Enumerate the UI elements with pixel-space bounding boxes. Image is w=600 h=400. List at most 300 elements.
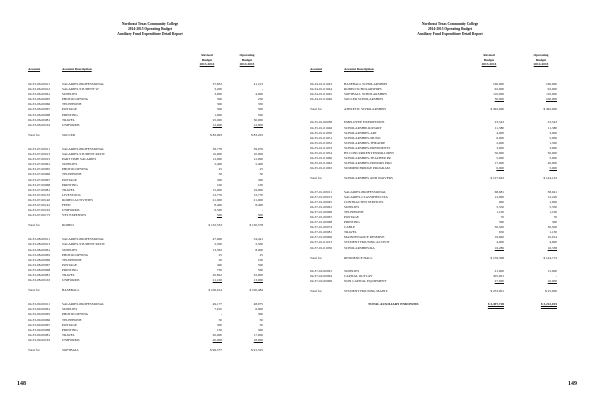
revised-budget-value: 3,200 bbox=[214, 87, 222, 92]
operating-budget-value: 300 bbox=[257, 177, 263, 182]
operating-budget-value: 1,000 bbox=[549, 199, 557, 204]
account-number: 04-37-02-00096 bbox=[310, 278, 333, 283]
col-head-description: Account Description bbox=[344, 67, 374, 71]
account-number: 04-37-01-00066 bbox=[310, 209, 333, 214]
revised-budget-value: 15,000 bbox=[212, 187, 222, 192]
account-description: SOCCER SCHOLARSHIPS bbox=[344, 97, 384, 102]
revised-budget-value: 3,000 bbox=[214, 92, 222, 97]
account-number: 04-35-01-01046 bbox=[310, 125, 333, 130]
grand-total-label: TOTAL AUXILIARY ENDOWMS bbox=[368, 302, 419, 307]
section-total-row bbox=[300, 256, 600, 261]
account-number: 04-33-08-00065 bbox=[28, 252, 51, 257]
revised-budget-value: 1,000 bbox=[214, 112, 222, 117]
revised-budget-value: 11,380 bbox=[494, 125, 504, 130]
revised-budget-value: 21,100 bbox=[212, 278, 222, 283]
account-number: 04-35-01-01063 bbox=[310, 166, 333, 171]
revised-budget-value: 20,822 bbox=[212, 273, 222, 277]
account-number: 04-37-02-00061 bbox=[310, 268, 333, 273]
account-number: 04-33-09-00061 bbox=[28, 307, 51, 312]
account-description: SOFTBALL SCHOLARSHIPS bbox=[344, 92, 387, 97]
account-number: 04-33-06-00065 bbox=[28, 97, 51, 102]
account-number: 04-33-08-00013 bbox=[28, 242, 51, 247]
operating-budget-value: 39,976 bbox=[253, 146, 263, 151]
account-number: 04-33-08-00081 bbox=[28, 273, 51, 277]
revised-budget-value: 39,778 bbox=[212, 146, 222, 151]
grand-total-row bbox=[300, 302, 600, 307]
account-number: 04-33-07-00163 bbox=[28, 208, 51, 213]
revised-budget-value: 10,000 bbox=[212, 152, 222, 157]
account-number: 04-37-01-00074 bbox=[310, 225, 333, 230]
section-total-row bbox=[300, 289, 600, 294]
account-number: 04-37-01-00096 bbox=[310, 235, 333, 240]
revised-budget-value: - bbox=[220, 312, 222, 317]
account-number: 04-37-01-01050 bbox=[310, 245, 333, 250]
total-name: STUDENT HOUSING MAINT. bbox=[344, 289, 389, 293]
account-description: SCHOLARSHIPS-MUSIC bbox=[344, 135, 381, 140]
revised-budget-value: 92,000 bbox=[494, 87, 504, 92]
account-number: 04-33-09-00011 bbox=[28, 302, 50, 307]
operating-budget-value: 10,914 bbox=[547, 235, 557, 240]
header-line-3: Auxiliary Fund Expenditure Detail Report bbox=[117, 32, 183, 36]
revised-budget-value: 12,000 bbox=[494, 194, 504, 199]
total-name: ATHLETIC SCHOLARSHIPS bbox=[344, 107, 387, 112]
total-label: Total for bbox=[28, 288, 40, 293]
operating-budget-value: 58,941 bbox=[547, 189, 557, 194]
account-number: 04-33-09-00066 bbox=[28, 317, 51, 322]
account-number: 04-33-06-00068 bbox=[28, 112, 51, 117]
grand-total-revised: $ 3,497,728 bbox=[487, 302, 504, 307]
account-number: 04-35-01-01051 bbox=[310, 135, 333, 140]
account-description: SALARIES-PROFESSIONAL bbox=[62, 302, 105, 307]
account-number: 04-34-01-01046 bbox=[310, 97, 333, 102]
left-table-body bbox=[0, 82, 300, 362]
operating-budget-value: 22,000 bbox=[253, 273, 263, 277]
col-head-revised-3: 2013-2014 bbox=[481, 62, 497, 67]
section-total-row bbox=[0, 133, 300, 138]
revised-budget-value: 21,000 bbox=[494, 268, 504, 273]
account-description: NON CAPITAL EQUIPMENT bbox=[344, 278, 387, 283]
operating-budget-value: 1,100 bbox=[549, 209, 557, 214]
revised-budget-value: 750 bbox=[216, 267, 222, 272]
account-number: 04-37-01-00067 bbox=[310, 214, 333, 219]
account-description: PRINTING bbox=[344, 220, 360, 225]
account-number: 04-35-01-00038 bbox=[310, 120, 333, 125]
total-revised-budget: $ 106,014 bbox=[208, 288, 222, 293]
account-number: 04-33-08-00066 bbox=[28, 257, 51, 262]
account-description: UNIFORMS bbox=[62, 278, 80, 283]
revised-budget-value: 30,500 bbox=[494, 225, 504, 230]
right-page bbox=[300, 0, 600, 400]
operating-budget-value: 1,130 bbox=[549, 230, 557, 235]
operating-budget-value: 1,500 bbox=[549, 140, 557, 145]
operating-budget-value: 500 bbox=[257, 213, 263, 218]
total-revised-budget: $ 392,000 bbox=[490, 107, 504, 112]
account-description: SUPPLIES bbox=[344, 204, 360, 209]
total-revised-budget: $ 253,001 bbox=[490, 289, 504, 293]
account-number: 04-37-01-00081 bbox=[310, 230, 333, 235]
page-number: 149 bbox=[568, 381, 577, 387]
col-head-account: Account bbox=[310, 67, 323, 71]
account-number: 04-35-01-01060 bbox=[310, 156, 333, 161]
account-description: TRAVEL bbox=[344, 230, 357, 235]
account-description: PHOTOCOPYING bbox=[62, 97, 89, 102]
operating-budget-value: 500 bbox=[257, 107, 263, 112]
revised-budget-value: 400 bbox=[216, 262, 222, 267]
account-description: PHOTOCOPYING bbox=[62, 167, 89, 172]
operating-budget-value: 10,000 bbox=[253, 152, 263, 157]
account-number: 04-33-07-00175 bbox=[28, 213, 51, 218]
col-head-revised-2: Budget bbox=[483, 57, 495, 62]
total-revised-budget: $ 127,943 bbox=[490, 176, 504, 181]
operating-budget-value: 25 bbox=[259, 167, 263, 172]
total-label: Total for bbox=[310, 255, 322, 260]
account-description: EMPLOYEE EXEMPTIONS bbox=[344, 120, 385, 125]
account-description: TRAVEL bbox=[62, 187, 75, 192]
total-name: BASEBALL bbox=[62, 288, 80, 293]
col-head-revised bbox=[192, 53, 222, 67]
revised-budget-value: 1,100 bbox=[496, 209, 504, 214]
account-description: SCHOLARSHIP-ROTARY bbox=[344, 125, 382, 130]
account-number: 04-33-08-00011 bbox=[28, 237, 50, 242]
account-description: TRAVEL bbox=[62, 273, 75, 277]
account-description: CAPITAL OUTLAY bbox=[344, 273, 373, 278]
account-number: 04-37-01-00068 bbox=[310, 220, 333, 225]
revised-budget-value: 25 bbox=[218, 167, 222, 172]
account-description: SALARIES-STUDENT PAYIT bbox=[62, 242, 105, 247]
total-operating-budget: $ 144,143 bbox=[543, 176, 557, 181]
account-description: POSTAGE bbox=[62, 322, 77, 327]
total-label: Total for bbox=[310, 289, 322, 293]
total-operating-budget: $ 91,325 bbox=[251, 348, 263, 353]
revised-budget-value: 30,000 bbox=[494, 97, 504, 102]
total-name: SCHOLARSHIPS AND WAIVERS bbox=[344, 176, 393, 181]
account-number: 04-33-09-00081 bbox=[28, 332, 51, 337]
operating-budget-value: 30,500 bbox=[547, 225, 557, 230]
col-head-revised-1: Revised bbox=[483, 53, 495, 57]
operating-budget-value: 25 bbox=[259, 252, 263, 257]
account-number: 04-33-07-00067 bbox=[28, 177, 51, 182]
revised-budget-value: 2,500 bbox=[214, 242, 222, 247]
operating-budget-value: 3,000 bbox=[549, 130, 557, 135]
revised-budget-value: 160,000 bbox=[492, 82, 504, 86]
account-description: SUPPLIES bbox=[344, 268, 360, 273]
operating-budget-value: 50 bbox=[259, 172, 263, 177]
col-head-operating-3: 2014-2015 bbox=[533, 62, 549, 67]
total-revised-budget: $ 132,533 bbox=[208, 223, 222, 228]
account-description: PRINTING bbox=[62, 327, 78, 332]
account-number: 04-35-01-01050 bbox=[310, 130, 333, 135]
col-head-operating-3: 2014-2015 bbox=[239, 62, 255, 67]
operating-budget-value: 13,000 bbox=[253, 278, 263, 283]
account-description: SUMMER BRIDGE PROGRAM bbox=[344, 166, 390, 171]
operating-budget-value: 500 bbox=[257, 267, 263, 272]
account-description: PHOTOCOPYING bbox=[62, 312, 89, 317]
revised-budget-value: 5,350 bbox=[496, 204, 504, 209]
account-number: 04-33-07-00140 bbox=[28, 197, 51, 202]
table-row bbox=[300, 246, 600, 251]
operating-budget-value: 10,000 bbox=[547, 278, 557, 283]
total-name: SOCCER bbox=[62, 132, 76, 137]
operating-budget-value: 8,000 bbox=[255, 247, 263, 252]
account-description: SCHOLARSHIPS/RA bbox=[344, 245, 375, 250]
operating-budget-value: 500 bbox=[257, 112, 263, 117]
account-number: 04-37-01-01013 bbox=[310, 240, 333, 245]
page-number: 148 bbox=[17, 381, 26, 387]
section-total-row bbox=[300, 176, 600, 181]
total-name: RESIDENCE HALL bbox=[344, 255, 373, 260]
right-table-body bbox=[300, 82, 600, 307]
total-label: Total for bbox=[28, 132, 40, 137]
revised-budget-value: 4,000 bbox=[496, 240, 504, 245]
operating-budget-value: 100,000 bbox=[545, 97, 557, 102]
revised-budget-value: 100 bbox=[216, 182, 222, 187]
revised-budget-value: 5,000 bbox=[496, 156, 504, 161]
operating-budget-value: 4,000 bbox=[549, 240, 557, 245]
account-description: POSTAGE bbox=[62, 177, 77, 182]
account-number: 04-33-06-00066 bbox=[28, 102, 51, 107]
total-operating-budget: $ 130,578 bbox=[249, 223, 263, 228]
account-number: 04-33-06-00061 bbox=[28, 92, 51, 97]
account-description: PHOTOCOPYING bbox=[62, 252, 89, 257]
col-head-revised-3: 2013-2014 bbox=[199, 62, 215, 67]
revised-budget-value: 150 bbox=[216, 327, 222, 332]
account-number: 04-33-06-00012 bbox=[28, 87, 51, 92]
account-number: 04-33-08-00067 bbox=[28, 262, 51, 267]
account-description: TELEPHONE bbox=[62, 257, 82, 262]
col-head-operating bbox=[232, 53, 262, 67]
revised-budget-value: 650 bbox=[498, 230, 504, 235]
operating-budget-value: 12,770 bbox=[253, 192, 263, 197]
revised-budget-value: 27,000 bbox=[494, 278, 504, 283]
account-description: SUPPLIES bbox=[62, 162, 78, 167]
account-description: SCHOLARSHIPS-ART bbox=[344, 130, 377, 135]
header-line-1: Northeast Texas Community College bbox=[121, 22, 179, 26]
table-row bbox=[300, 166, 600, 171]
account-description: UNIFORMS bbox=[62, 337, 80, 342]
operating-budget-value: 4,000 bbox=[255, 92, 263, 97]
total-label: Total for bbox=[310, 107, 322, 112]
account-number: 04-33-07-00015 bbox=[28, 157, 51, 162]
account-description: TELEPHONE bbox=[62, 317, 82, 322]
revised-budget-value: 12,770 bbox=[212, 192, 222, 197]
revised-budget-value: 25 bbox=[218, 252, 222, 257]
col-head-operating-1: Operating bbox=[239, 53, 255, 57]
account-description: SALARIES-STUDENT PAYIT bbox=[62, 152, 105, 157]
account-number: 04-33-06-00067 bbox=[28, 107, 51, 112]
operating-budget-value: 5,000 bbox=[549, 156, 557, 161]
operating-budget-value: 5,000 bbox=[549, 166, 557, 171]
account-number: 04-33-07-00133 bbox=[28, 192, 51, 197]
account-number: 04-35-01-01053 bbox=[310, 145, 333, 150]
account-number: 04-33-07-00061 bbox=[28, 162, 51, 167]
revised-budget-value: 300 bbox=[216, 322, 222, 327]
revised-budget-value: 4,000 bbox=[496, 130, 504, 135]
header-line-2: 2014-2015 Operating Budget bbox=[127, 27, 173, 31]
account-number: 04-33-07-00081 bbox=[28, 187, 51, 192]
operating-budget-value: 54,441 bbox=[253, 237, 263, 242]
account-description: SALARIES-PROFESSIONAL bbox=[62, 82, 105, 86]
revised-budget-value: 6,500 bbox=[214, 208, 222, 213]
account-number: 04-34-01-01045 bbox=[310, 92, 333, 97]
revised-budget-value: 49,177 bbox=[212, 302, 222, 307]
operating-budget-value: 300 bbox=[257, 327, 263, 332]
account-number: 04-34-01-01043 bbox=[310, 82, 333, 86]
revised-budget-value: 25,000 bbox=[212, 117, 222, 122]
revised-budget-value: 500 bbox=[216, 107, 222, 112]
operating-budget-value: 50 bbox=[259, 317, 263, 322]
account-description: SUPPLIES bbox=[62, 307, 78, 312]
account-description: PART TIME SALARIES bbox=[62, 157, 97, 162]
col-head-description: Account Description bbox=[62, 67, 92, 71]
account-description: RODEO SCHOLARSHIPS bbox=[344, 87, 382, 92]
operating-budget-value: 300 bbox=[257, 312, 263, 317]
account-description: FEED bbox=[62, 202, 71, 207]
operating-budget-value: 30,000 bbox=[253, 117, 263, 122]
revised-budget-value: 16,286 bbox=[494, 245, 504, 250]
revised-budget-value: 3,000 bbox=[496, 145, 504, 150]
total-label: Total for bbox=[28, 223, 40, 228]
operating-budget-value: 50,000 bbox=[547, 151, 557, 156]
header-line-3: Auxiliary Fund Expenditure Detail Report bbox=[417, 32, 483, 36]
revised-budget-value: 23,543 bbox=[494, 120, 504, 125]
account-description: SALARIES-PROFESSIONAL bbox=[62, 146, 105, 151]
account-description: LIVESTOCK bbox=[62, 192, 81, 197]
total-operating-budget: $ 25,000 bbox=[545, 289, 557, 293]
header-line-1: Northeast Texas Community College bbox=[421, 22, 479, 26]
operating-budget-value: 110,000 bbox=[546, 92, 557, 97]
account-number: 04-34-01-01044 bbox=[310, 87, 333, 92]
revised-budget-value: 19,600 bbox=[494, 235, 504, 240]
operating-budget-value: 12,000 bbox=[253, 157, 263, 162]
operating-budget-value: 2,500 bbox=[255, 242, 263, 247]
operating-budget-value: 5,350 bbox=[549, 204, 557, 209]
operating-budget-value: 100 bbox=[257, 257, 263, 262]
account-description: POSTAGE bbox=[62, 107, 77, 112]
operating-budget-value: 15,000 bbox=[547, 268, 557, 273]
account-number: 04-33-09-00065 bbox=[28, 312, 51, 317]
revised-budget-value: 47,006 bbox=[212, 237, 222, 242]
account-description: POSTAGE bbox=[62, 262, 77, 267]
operating-budget-value: 12,220 bbox=[547, 194, 557, 199]
account-description: TRAVEL bbox=[62, 117, 75, 122]
col-head-revised-1: Revised bbox=[201, 53, 213, 57]
revised-budget-value: 110,000 bbox=[493, 92, 504, 97]
total-revised-budget: $ 96,577 bbox=[210, 348, 222, 353]
account-description: PRINTING bbox=[62, 182, 78, 187]
account-description: SCHOLARSHIPS-TEACHER PR bbox=[344, 156, 391, 161]
operating-budget-value: 92,000 bbox=[547, 87, 557, 92]
account-number: 04-33-09-00068 bbox=[28, 327, 51, 332]
right-page-header bbox=[300, 22, 600, 37]
operating-budget-value: 41,213 bbox=[253, 82, 263, 86]
account-description: SALARIES-CLASSIFIED-STA bbox=[344, 194, 388, 199]
revised-budget-value: 13,363 bbox=[212, 247, 222, 252]
account-description: BASEBALL SCHOLARSHIPS bbox=[344, 82, 388, 86]
account-number: 04-33-08-00061 bbox=[28, 247, 51, 252]
account-description: UNIFORMS bbox=[62, 122, 80, 127]
operating-budget-value: 16,338 bbox=[547, 245, 557, 250]
revised-budget-value: 37,833 bbox=[212, 82, 222, 86]
revised-budget-value: 50 bbox=[218, 172, 222, 177]
account-description: MAINTENANCE RESERVE bbox=[344, 235, 385, 240]
account-number: 04-35-01-01062 bbox=[310, 161, 333, 166]
account-number: 04-33-07-00068 bbox=[28, 182, 51, 187]
operating-budget-value: 21,000 bbox=[253, 197, 263, 202]
col-head-operating bbox=[526, 53, 556, 67]
account-description: TELEPHONE bbox=[62, 102, 82, 107]
col-head-account: Account bbox=[28, 67, 41, 71]
section-total-row bbox=[300, 107, 600, 112]
operating-budget-value: 350 bbox=[257, 102, 263, 107]
operating-budget-value: 160,000 bbox=[545, 82, 557, 86]
revised-budget-value: 205,001 bbox=[492, 273, 504, 278]
account-number: 04-33-09-00067 bbox=[28, 322, 51, 327]
account-number: 04-37-01-00011 bbox=[310, 189, 332, 194]
operating-budget-value: 3,000 bbox=[549, 145, 557, 150]
total-operating-budget: $ 100,484 bbox=[249, 288, 263, 293]
account-number: 04-35-01-01052 bbox=[310, 140, 333, 145]
table-row bbox=[0, 213, 300, 218]
operating-budget-value: 20,000 bbox=[547, 161, 557, 166]
operating-budget-value: 6,000 bbox=[255, 307, 263, 312]
account-number: 04-37-02-00094 bbox=[310, 273, 333, 278]
revised-budget-value: 20,000 bbox=[212, 337, 222, 342]
operating-budget-value: 8,400 bbox=[255, 202, 263, 207]
revised-budget-value: 300 bbox=[498, 220, 504, 225]
account-description: UNIFORMS bbox=[62, 208, 80, 213]
account-description: TELEPHONE bbox=[62, 172, 82, 177]
total-label: Total for bbox=[28, 348, 40, 353]
account-number: 04-33-07-00066 bbox=[28, 172, 51, 177]
table-row bbox=[300, 279, 600, 284]
total-revised-budget: $ 159,398 bbox=[490, 255, 504, 260]
operating-budget-value: 5,400 bbox=[255, 162, 263, 167]
operating-budget-value: 18,000 bbox=[253, 337, 263, 342]
grand-total-operating: $ 3,212,015 bbox=[540, 302, 557, 307]
account-description: SALARIES-STUDENT W bbox=[62, 87, 99, 92]
revised-budget-value: 50 bbox=[218, 317, 222, 322]
account-description: HS CONCURRENT ENROLLMEN bbox=[344, 151, 394, 156]
account-description: RODEO ACTIVITIES bbox=[62, 197, 93, 202]
total-operating-budget: $ 144,713 bbox=[543, 255, 557, 260]
account-description: SCHOLARSHIPS-HONORS PRO bbox=[344, 161, 392, 166]
col-head-operating-1: Operating bbox=[533, 53, 549, 57]
left-page-header bbox=[0, 22, 300, 37]
total-name: RODEO bbox=[62, 223, 74, 228]
account-description: TELEPHONE bbox=[344, 209, 364, 214]
account-description: POSTAGE bbox=[344, 214, 359, 219]
account-number: 04-33-09-00163 bbox=[28, 337, 51, 342]
account-number: 04-37-01-00045 bbox=[310, 199, 333, 204]
account-description: SCHOLARSHIPS-PRESIDENTS bbox=[344, 145, 391, 150]
account-description: PRINTING bbox=[62, 112, 78, 117]
table-row bbox=[0, 123, 300, 128]
total-revised-budget: $ 82,993 bbox=[210, 132, 222, 137]
account-description: SALARIES-PROFESSIONAL bbox=[344, 189, 387, 194]
table-row bbox=[300, 97, 600, 102]
operating-budget-value: 19,000 bbox=[253, 187, 263, 192]
table-row bbox=[0, 338, 300, 343]
revised-budget-value: 12,000 bbox=[212, 122, 222, 127]
revised-budget-value: 21,000 bbox=[212, 197, 222, 202]
operating-budget-value: 100 bbox=[257, 182, 263, 187]
account-number: 04-33-07-00065 bbox=[28, 167, 51, 172]
revised-budget-value: 6,000 bbox=[496, 135, 504, 140]
account-description: CABLE bbox=[344, 225, 356, 230]
account-description: SALARIES-PROFESSIONAL bbox=[62, 237, 105, 242]
account-number: 04-35-01-01054 bbox=[310, 151, 333, 156]
account-number: 04-33-07-00142 bbox=[28, 202, 51, 207]
